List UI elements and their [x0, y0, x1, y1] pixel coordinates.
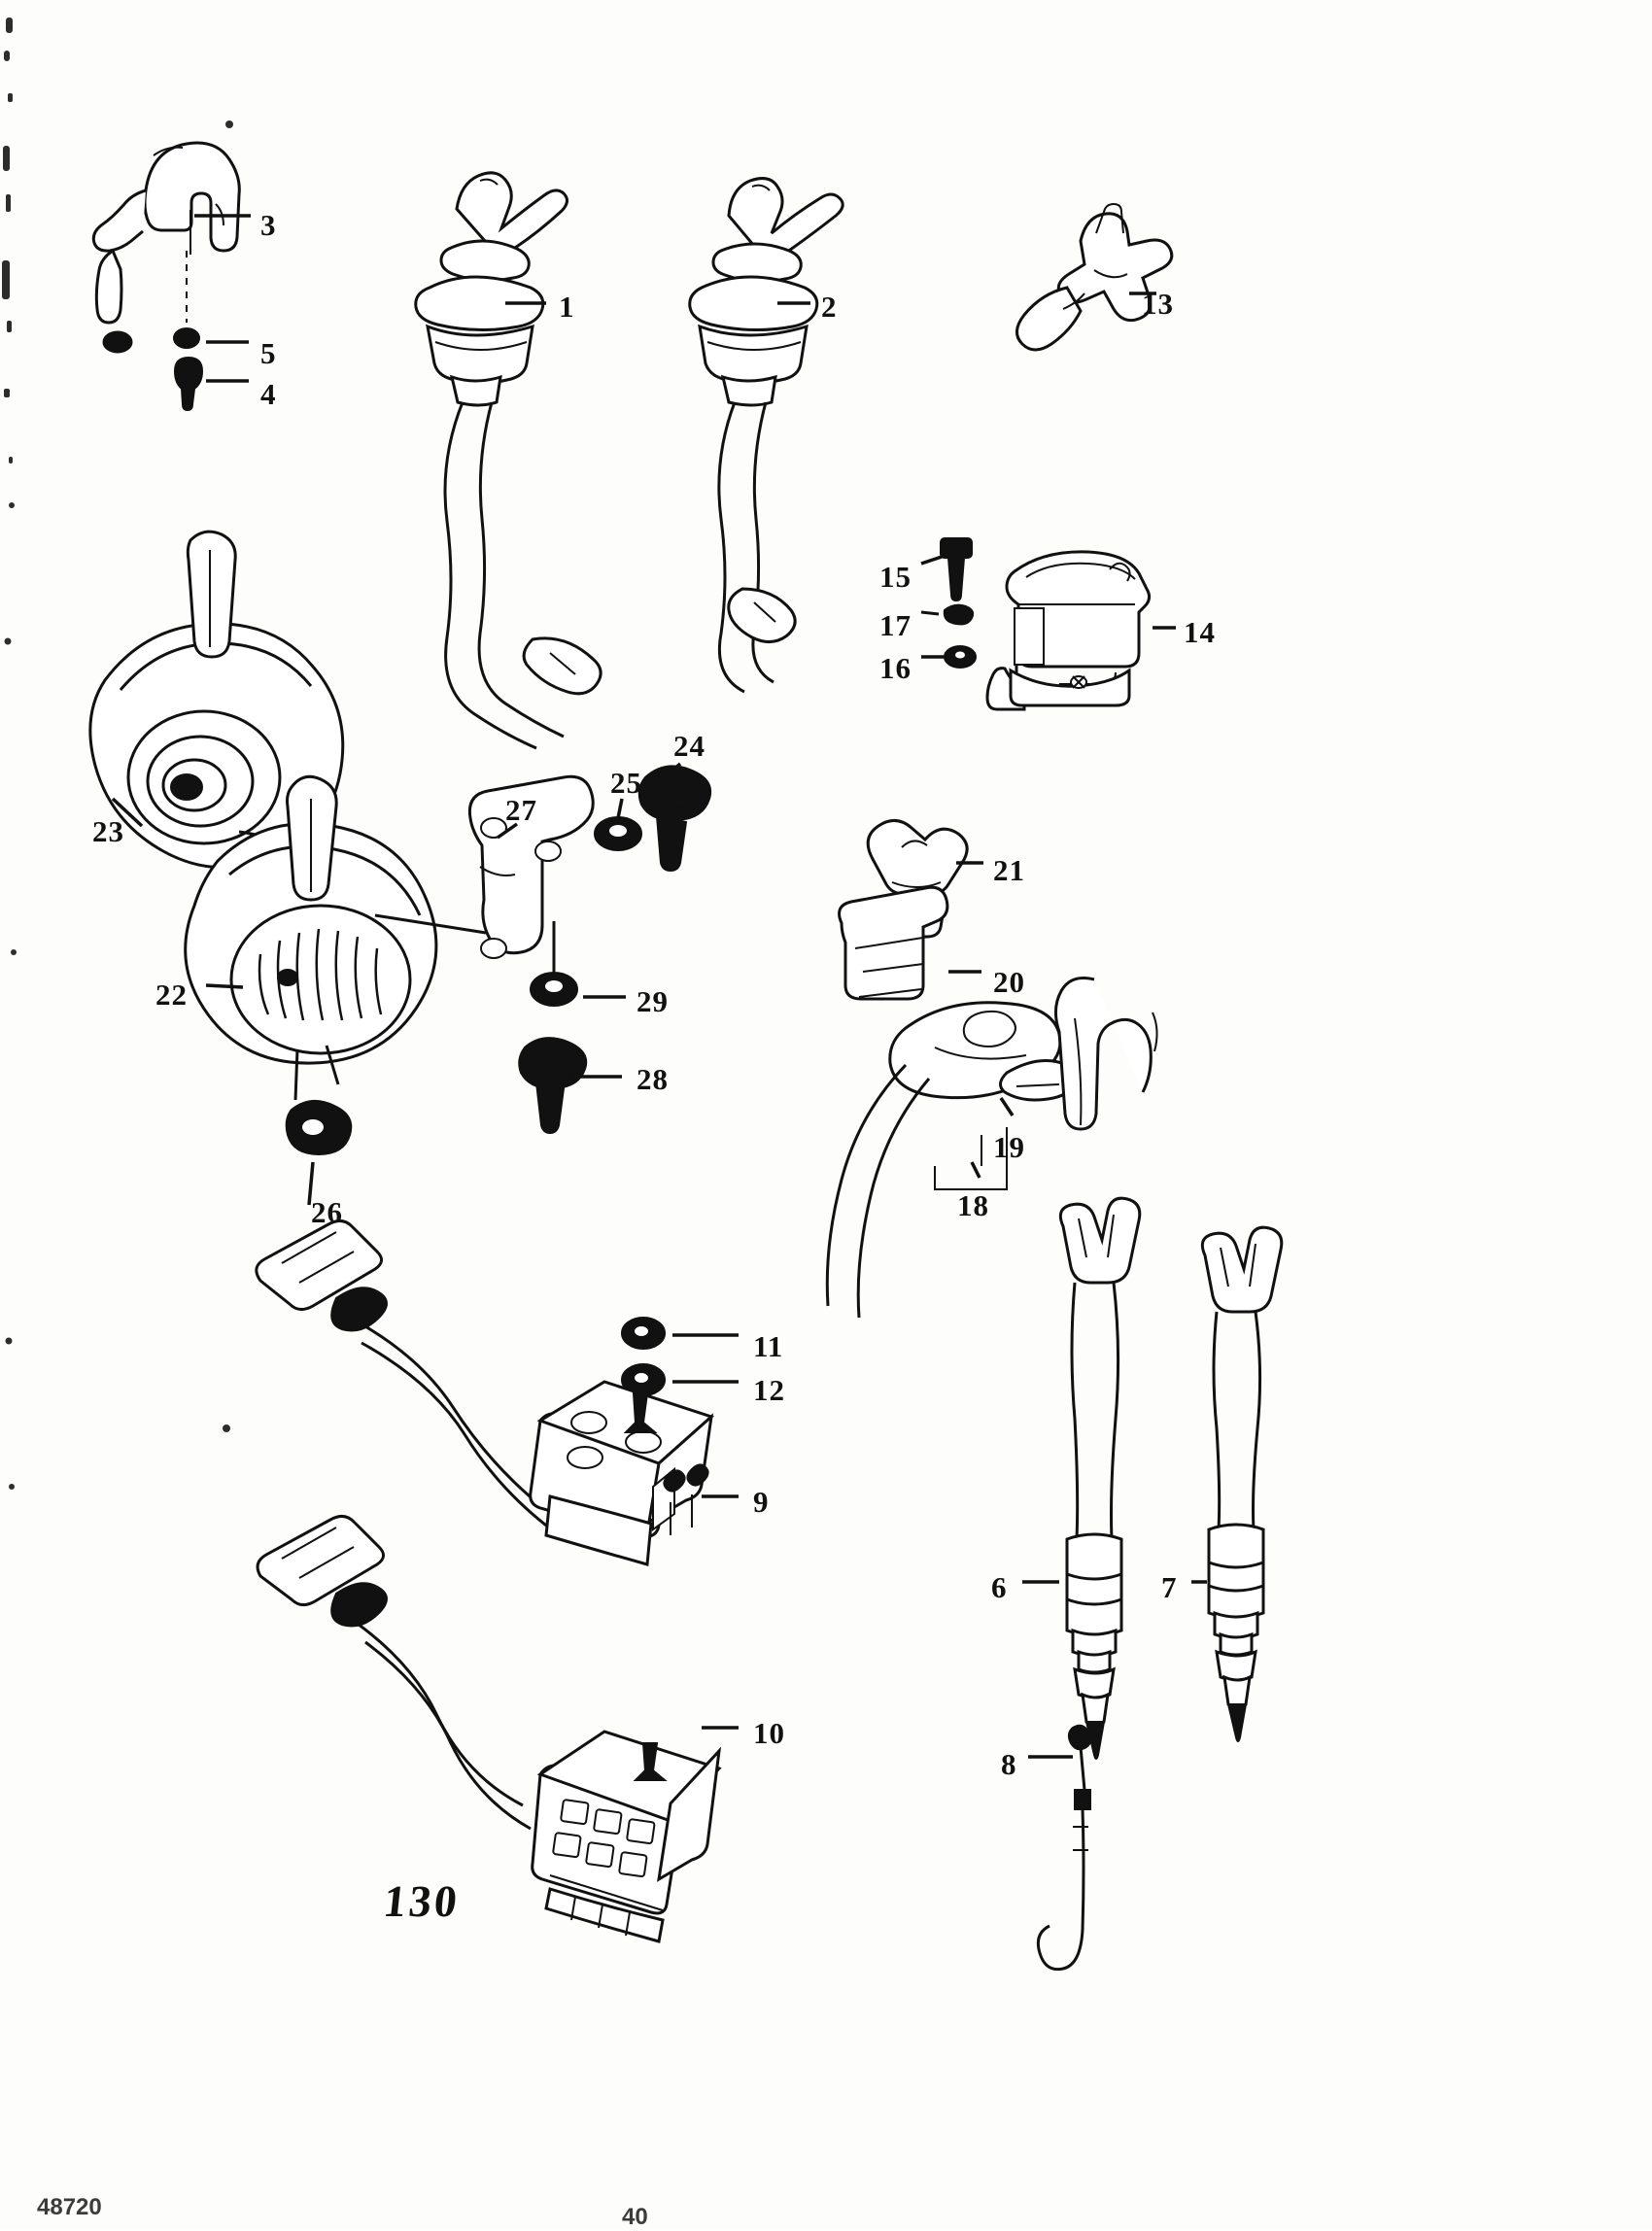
callout-horn-bracket: 27: [505, 793, 537, 827]
callout-bolt-bracket: 28: [637, 1062, 669, 1096]
callout-grommet-upper: 11: [753, 1329, 784, 1363]
callout-fuse-box: 10: [753, 1716, 785, 1750]
callout-regulator-rectifier: 9: [753, 1485, 770, 1519]
callout-washer: 16: [879, 651, 912, 685]
callout-flasher-relay: 14: [1184, 615, 1216, 649]
callout-key-cap-upper: 5: [260, 336, 277, 370]
callout-washer-horn: 25: [610, 766, 642, 800]
callout-washer-bracket: 29: [637, 984, 669, 1018]
callout-nut-horn: 26: [311, 1195, 343, 1229]
callout-brake-light-switch: 13: [1142, 287, 1174, 321]
callout-horn-low: 22: [155, 978, 188, 1012]
callout-high-tension-cord-cap-left: 6: [991, 1570, 1008, 1604]
callout-bracket-lower: 20: [993, 965, 1025, 999]
footer-center-code: 40: [622, 2204, 648, 2230]
page-number: 130: [381, 1876, 463, 1926]
callout-high-tension-cord-cap-right: 7: [1161, 1570, 1178, 1604]
callout-spring-hook: 8: [1001, 1747, 1017, 1781]
callout-grommet-lower: 12: [753, 1373, 785, 1407]
callout-key: 3: [260, 208, 277, 242]
callout-nut: 17: [879, 608, 912, 642]
callout-ignition-switch-assembly: 1: [559, 290, 575, 324]
callout-bracket-upper: 21: [993, 853, 1025, 887]
callout-terminal-pin: 19: [993, 1130, 1025, 1164]
callout-bolt: 15: [879, 560, 912, 594]
callout-horn-high: 23: [92, 814, 124, 848]
callout-bolt-horn: 24: [673, 729, 706, 763]
footer-left-code: 48720: [37, 2194, 102, 2220]
callout-switch-assembly: 18: [957, 1188, 989, 1222]
callout-key-cap-lower: 4: [260, 377, 277, 411]
callout-ignition-switch-assembly-alt: 2: [821, 290, 838, 324]
